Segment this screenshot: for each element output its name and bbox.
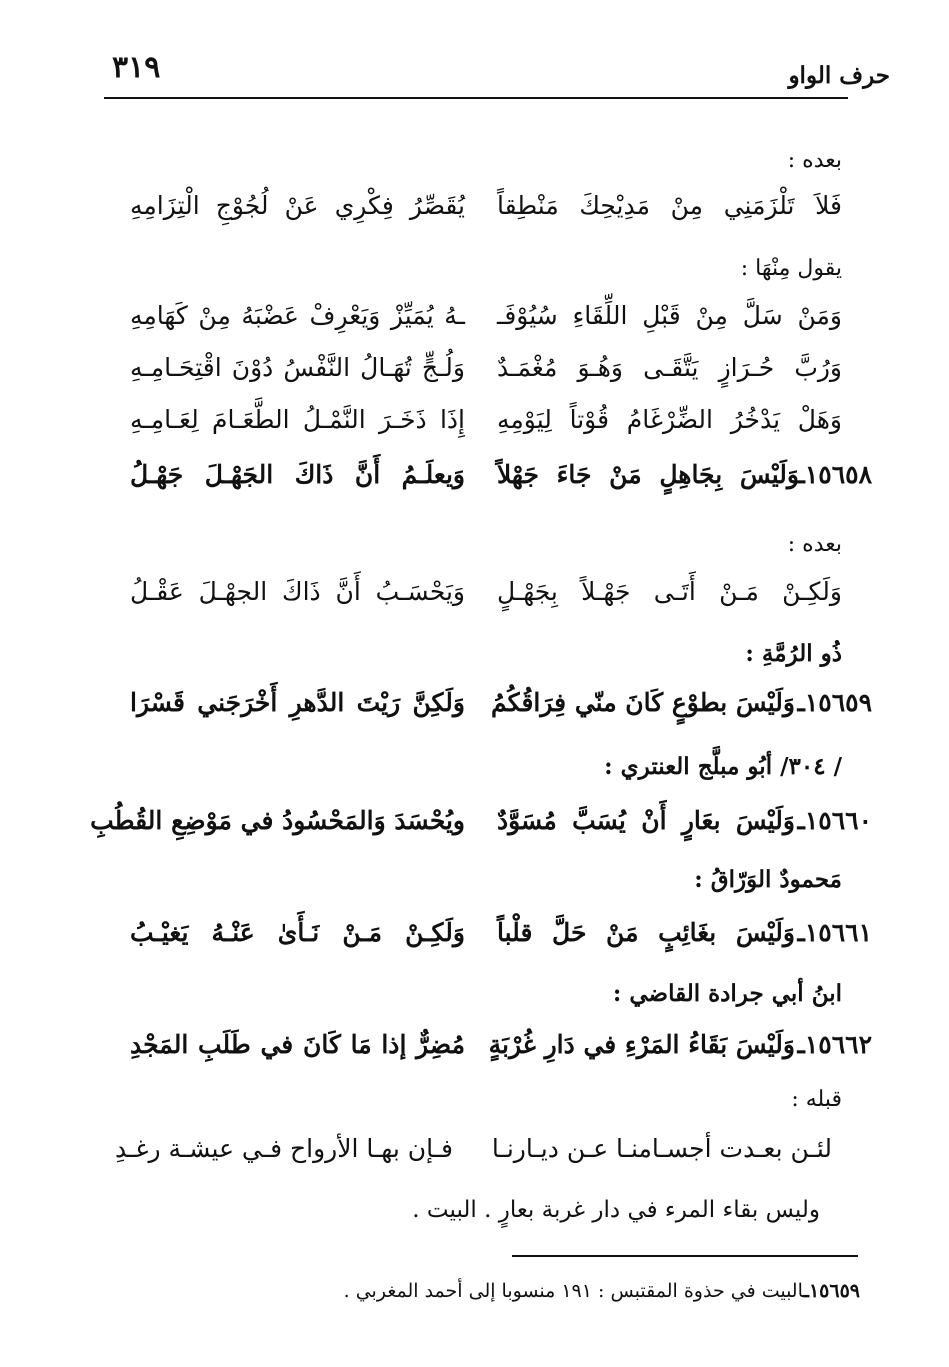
section-label: قبله : [791,1087,842,1112]
running-header-title: حرف الواو [788,62,890,89]
verse-left-hemistich: وَلَكِـنْ مَـنْ نَـأَىٰ عَنْـهُ يَغيْـبُ [130,918,465,947]
verse-right-hemistich: فَلاَ تَلْزَمَنِي مِنْ مَدِيْحِكَ مَنْطِقاً [497,191,842,220]
verse-left-hemistich: يُقَصِّرُ فِكْرِي عَنْ لُجُوْجِ الْتِزَامِهِ [130,191,465,220]
verse-right-hemistich: لئـن بعـدت أجسـامنـا عـن ديـارنـا [491,1134,832,1163]
verse-number: ١٥٦٦١ـ [797,918,872,947]
verse-right-hemistich: وَلَيْسَ بعَارٍ أَنْ يُسَبَّ مُسَوَّدٌ [497,806,795,835]
verse-left-hemistich: مُضِرٌّ إذا مَا كَانَ في طَلَبِ المَجْدِ [130,1030,465,1059]
poet-name: مَحمودٌ الوَرّاقُ : [694,866,842,893]
header-rule [104,97,848,99]
footnote-text: البيت في حذوة المقتبس : ١٩١ منسوبا إلى أحمد المغربي . [343,1280,804,1302]
verse-right-hemistich: وَلَيْسَ بغَائِبٍ مَنْ حَلَّ قلْباً [497,918,795,947]
poet-name: ابنُ أبي جرادة القاضي : [612,980,842,1007]
verse-number: ١٥٦٦٢ـ [797,1030,872,1059]
footnote [300,1280,860,1302]
verse-left-hemistich: وَلُـجٍّ تُهَـالُ النَّفْسُ دُوْنَ اقْتِحَـامِـهِ [130,353,465,382]
verse-right-hemistich: وَهَلْ يَدْخُرُ الضِّرْغَامُ قُوْتاً لِيَوْمِهِ [497,405,842,434]
verse-left-hemistich: ـهُ يُمَيِّزْ وَيَعْرِفْ عَضْبَهُ مِنْ كَهَامِهِ [130,301,465,330]
section-label: يقول مِنْهَا : [740,256,842,281]
verse-left-hemistich: وَيَحْسَـبُ أَنَّ ذَاكَ الجهْـلَ عَقْـلُ [130,577,465,606]
section-label: بعده : [787,148,842,173]
verse-left-hemistich: فـإن بهـا الأرواح فـي عيشـة رغـدِ [114,1134,453,1163]
footnote-number: ١٥٦٥٩ـ [803,1280,860,1302]
verse-right-hemistich: وَرُبَّ حُـرَازٍ يَتَّقَـى وَهُـوَ مُغْمَـدٌ [497,353,842,382]
verse-right-hemistich: وَلَيْسَ بِجَاهِلٍ مَنْ جَاءَ جَهْلاً [497,460,799,489]
verse-right-hemistich: وَلَيْسَ بطوْعٍ كَانَ منّي فِرَاقُكُمُ [491,688,795,717]
verse-left-hemistich: وَلَكِنَّ رَيْتَ الدَّهرِ أَخْرَجَني قَسْرَا [130,688,465,717]
footnote-rule [512,1255,858,1257]
verse-number: ١٥٦٦٠ـ [797,806,872,835]
verse-left-hemistich: إِذَا ذَخَـرَ النَّمْـلُ الطَّعَـامَ لِعَـامِـهِ [130,405,465,434]
verse-number: ١٥٦٥٩ـ [797,688,872,717]
verse-number: ١٥٦٥٨ـ [797,460,872,489]
verse-right-hemistich: وَلَيْسَ بَقَاءُ المَرْءِ في دَارِ غُرْبَةٍ [488,1030,795,1059]
section-label: بعده : [787,532,842,557]
verse-left-hemistich: ويُحْسَدَ وَالمَحْسُودُ في مَوْضِعِ القُطُبِ [90,806,465,835]
page-number: ٣١٩ [112,50,161,85]
verse-left-hemistich: وَيعلَـمُ أَنَّ ذَاكَ الجَهْـلَ جَهْـلُ [130,460,465,489]
verse-right-hemistich: وَلَكِـنْ مَـنْ أَتَـى جَهْـلاً بِجَهْـلٍ [497,577,842,606]
verse-right-hemistich: وَمَنْ سَلَّ مِنْ قَبْلِ اللِّقَاءِ سُيُوْفَـ [497,301,842,330]
prose-line: وليس بقاء المرء في دار غربة بعارٍ . البيت . [412,1197,820,1223]
poet-name: ذُو الرُمَّةِ : [745,640,842,667]
poet-name: / ٣٠٤/ أبُو مبلَّج العنتري : [604,753,842,780]
